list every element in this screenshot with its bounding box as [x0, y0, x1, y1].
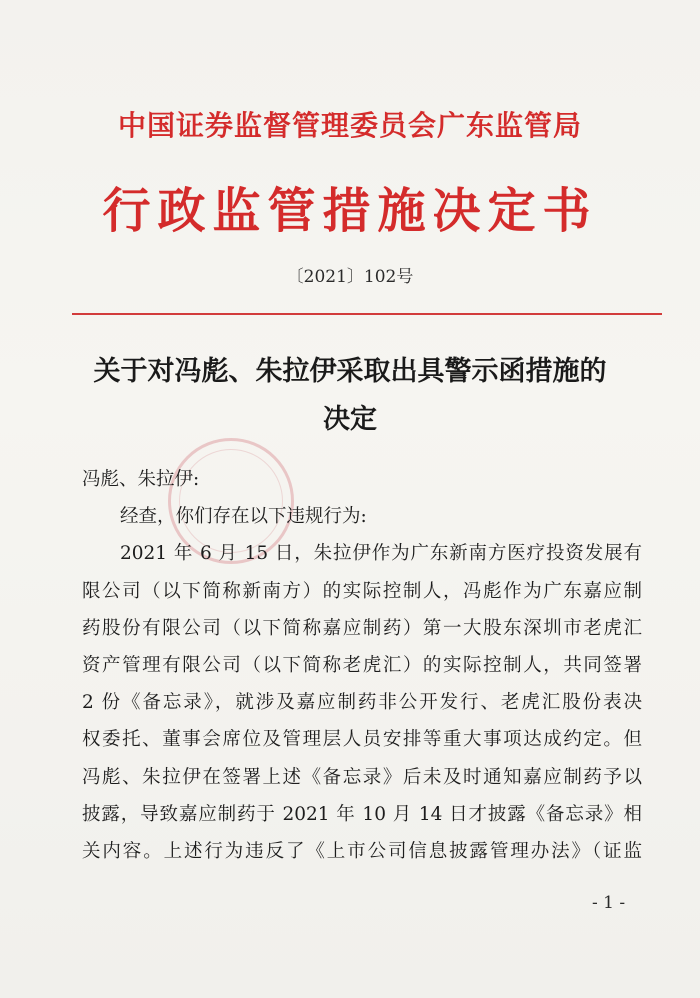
paragraph-line: 关内容。上述行为违反了《上市公司信息披露管理办法》（证监 — [82, 841, 642, 863]
paragraph-line: 冯彪、朱拉伊在签署上述《备忘录》后未及时通知嘉应制药予以 — [82, 766, 642, 788]
paragraph-line: 药股份有限公司（以下简称嘉应制药）第一大股东深圳市老虎汇 — [82, 617, 642, 639]
decision-title-line-2: 决定 — [323, 404, 377, 435]
issuer-name: 中国证券监督管理委员会广东监管局 — [117, 109, 582, 142]
decision-title-line-1: 关于对冯彪、朱拉伊采取出具警示函措施的 — [93, 356, 607, 387]
paragraph-violation — [82, 535, 642, 870]
decision-title — [60, 348, 640, 444]
salutation: 冯彪、朱拉伊: — [82, 469, 200, 490]
document-type-title: 行政监管措施决定书 — [102, 183, 598, 239]
paragraph-line: 2021 年 6 月 15 日，朱拉伊作为广东新南方医疗投资发展有 — [120, 543, 642, 565]
paragraph-intro: 经查，你们存在以下违规行为: — [120, 506, 367, 528]
page-number: - 1 - — [592, 893, 626, 913]
paragraph-line: 2 份《备忘录》，就涉及嘉应制药非公开发行、老虎汇股份表决 — [82, 692, 642, 714]
paragraph-line: 披露，导致嘉应制药于 2021 年 10 月 14 日才披露《备忘录》相 — [82, 803, 642, 825]
paragraph-line: 限公司（以下简称新南方）的实际控制人，冯彪作为广东嘉应制 — [82, 580, 642, 602]
paragraph-line: 资产管理有限公司（以下简称老虎汇）的实际控制人，共同签署 — [82, 655, 642, 677]
paragraph-line: 权委托、董事会席位及管理层人员安排等重大事项达成约定。但 — [82, 729, 642, 751]
document-number: 〔2021〕102号 — [286, 267, 414, 287]
document-body — [82, 461, 642, 870]
red-divider-line — [72, 313, 662, 315]
